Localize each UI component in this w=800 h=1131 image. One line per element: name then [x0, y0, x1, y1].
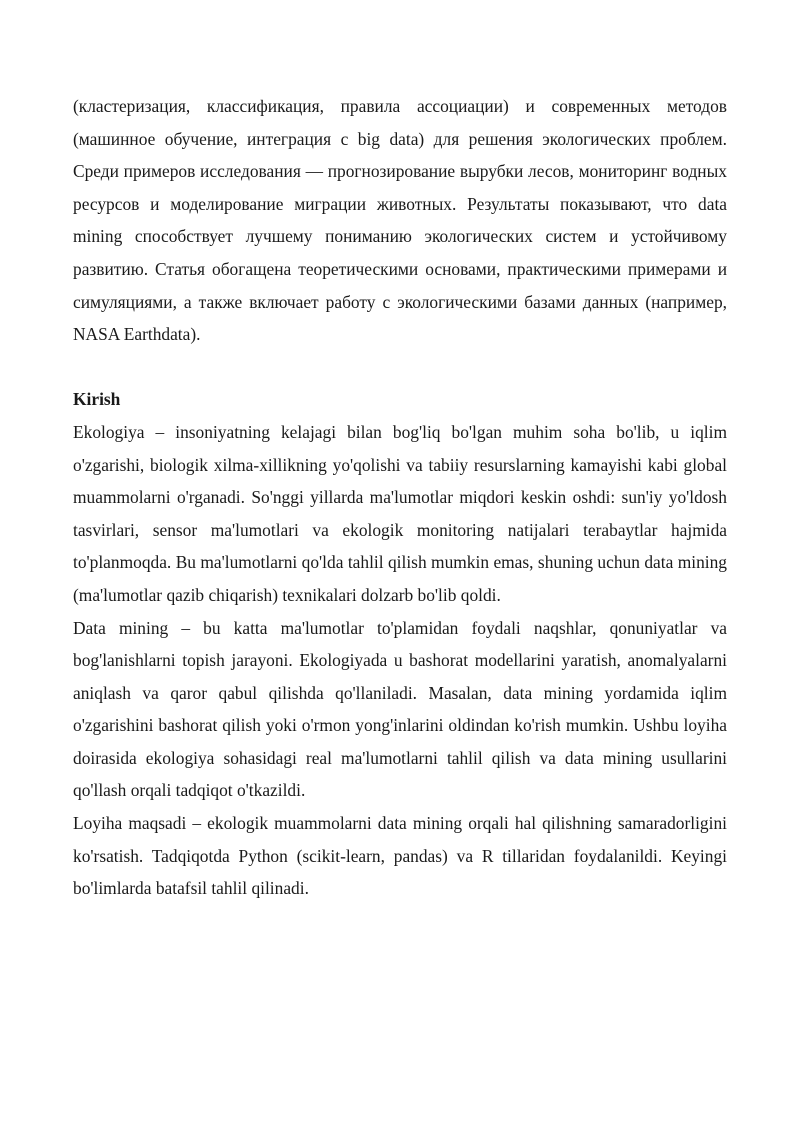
- body-paragraph-1: Ekologiya – insoniyatning kelajagi bilan bog'liq bo'lgan muhim soha bo'lib, u iqlim o'zgarishi, biologik xilma-xillikning yo'qolishi va tabiiy resurslarning kamayishi kabi global muammolarni o'rganadi. So'nggi yillarda ma'lumotlar miqdori keskin oshdi: sun'iy yo'ldosh tasvirlari, sensor ma'lumotlari va ekologik monitoring natijalari terabaytlar hajmida to'planmoqda. Bu ma'lumotlarni qo'lda tahlil qilish mumkin emas, shuning uchun data mining (ma'lumotlar qazib chiqarish) texnikalari dolzarb bo'lib qoldi.: [73, 421, 727, 605]
- paragraph-spacer: [73, 351, 727, 384]
- document-page: [73, 90, 727, 905]
- section-heading: Kirish: [73, 389, 121, 410]
- body-paragraph-3: Loyiha maqsadi – ekologik muammolarni data mining orqali hal qilishning samaradorligini ko'rsatish. Tadqiqotda Python (scikit-learn, pandas) va R tillaridan foydalanildi. Keyingi bo'limlarda batafsil tahlil qilinadi.: [73, 813, 727, 899]
- abstract-paragraph: (кластеризация, классификация, правила ассоциации) и современных методов (машинное обучение, интеграция с big data) для решения экологических проблем. Среди примеров исследования — прогнозирование вырубки лесов, мониторинг водных ресурсов и моделирование миграции животных. Результаты показывают, что data mining способствует лучшему пониманию экологических систем и устойчивому развитию. Статья обогащена теоретическими основами, практическими примерами и симуляциями, а также включает работу с экологическими базами данных (например, NASA Earthdata).: [73, 96, 727, 345]
- body-paragraph-2: Data mining – bu katta ma'lumotlar to'plamidan foydali naqshlar, qonuniyatlar va bog'lanishlarni topish jarayoni. Ekologiyada u bashorat modellarini yaratish, anomalyalarni aniqlash va qaror qabul qilishda qo'llaniladi. Masalan, data mining yordamida iqlim o'zgarishini bashorat qilish yoki o'rmon yong'inlarini oldindan ko'rish mumkin. Ushbu loyiha doirasida ekologiya sohasidagi real ma'lumotlarni tahlil qilish va data mining usullarini qo'llash orqali tadqiqot o'tkazildi.: [73, 617, 727, 801]
